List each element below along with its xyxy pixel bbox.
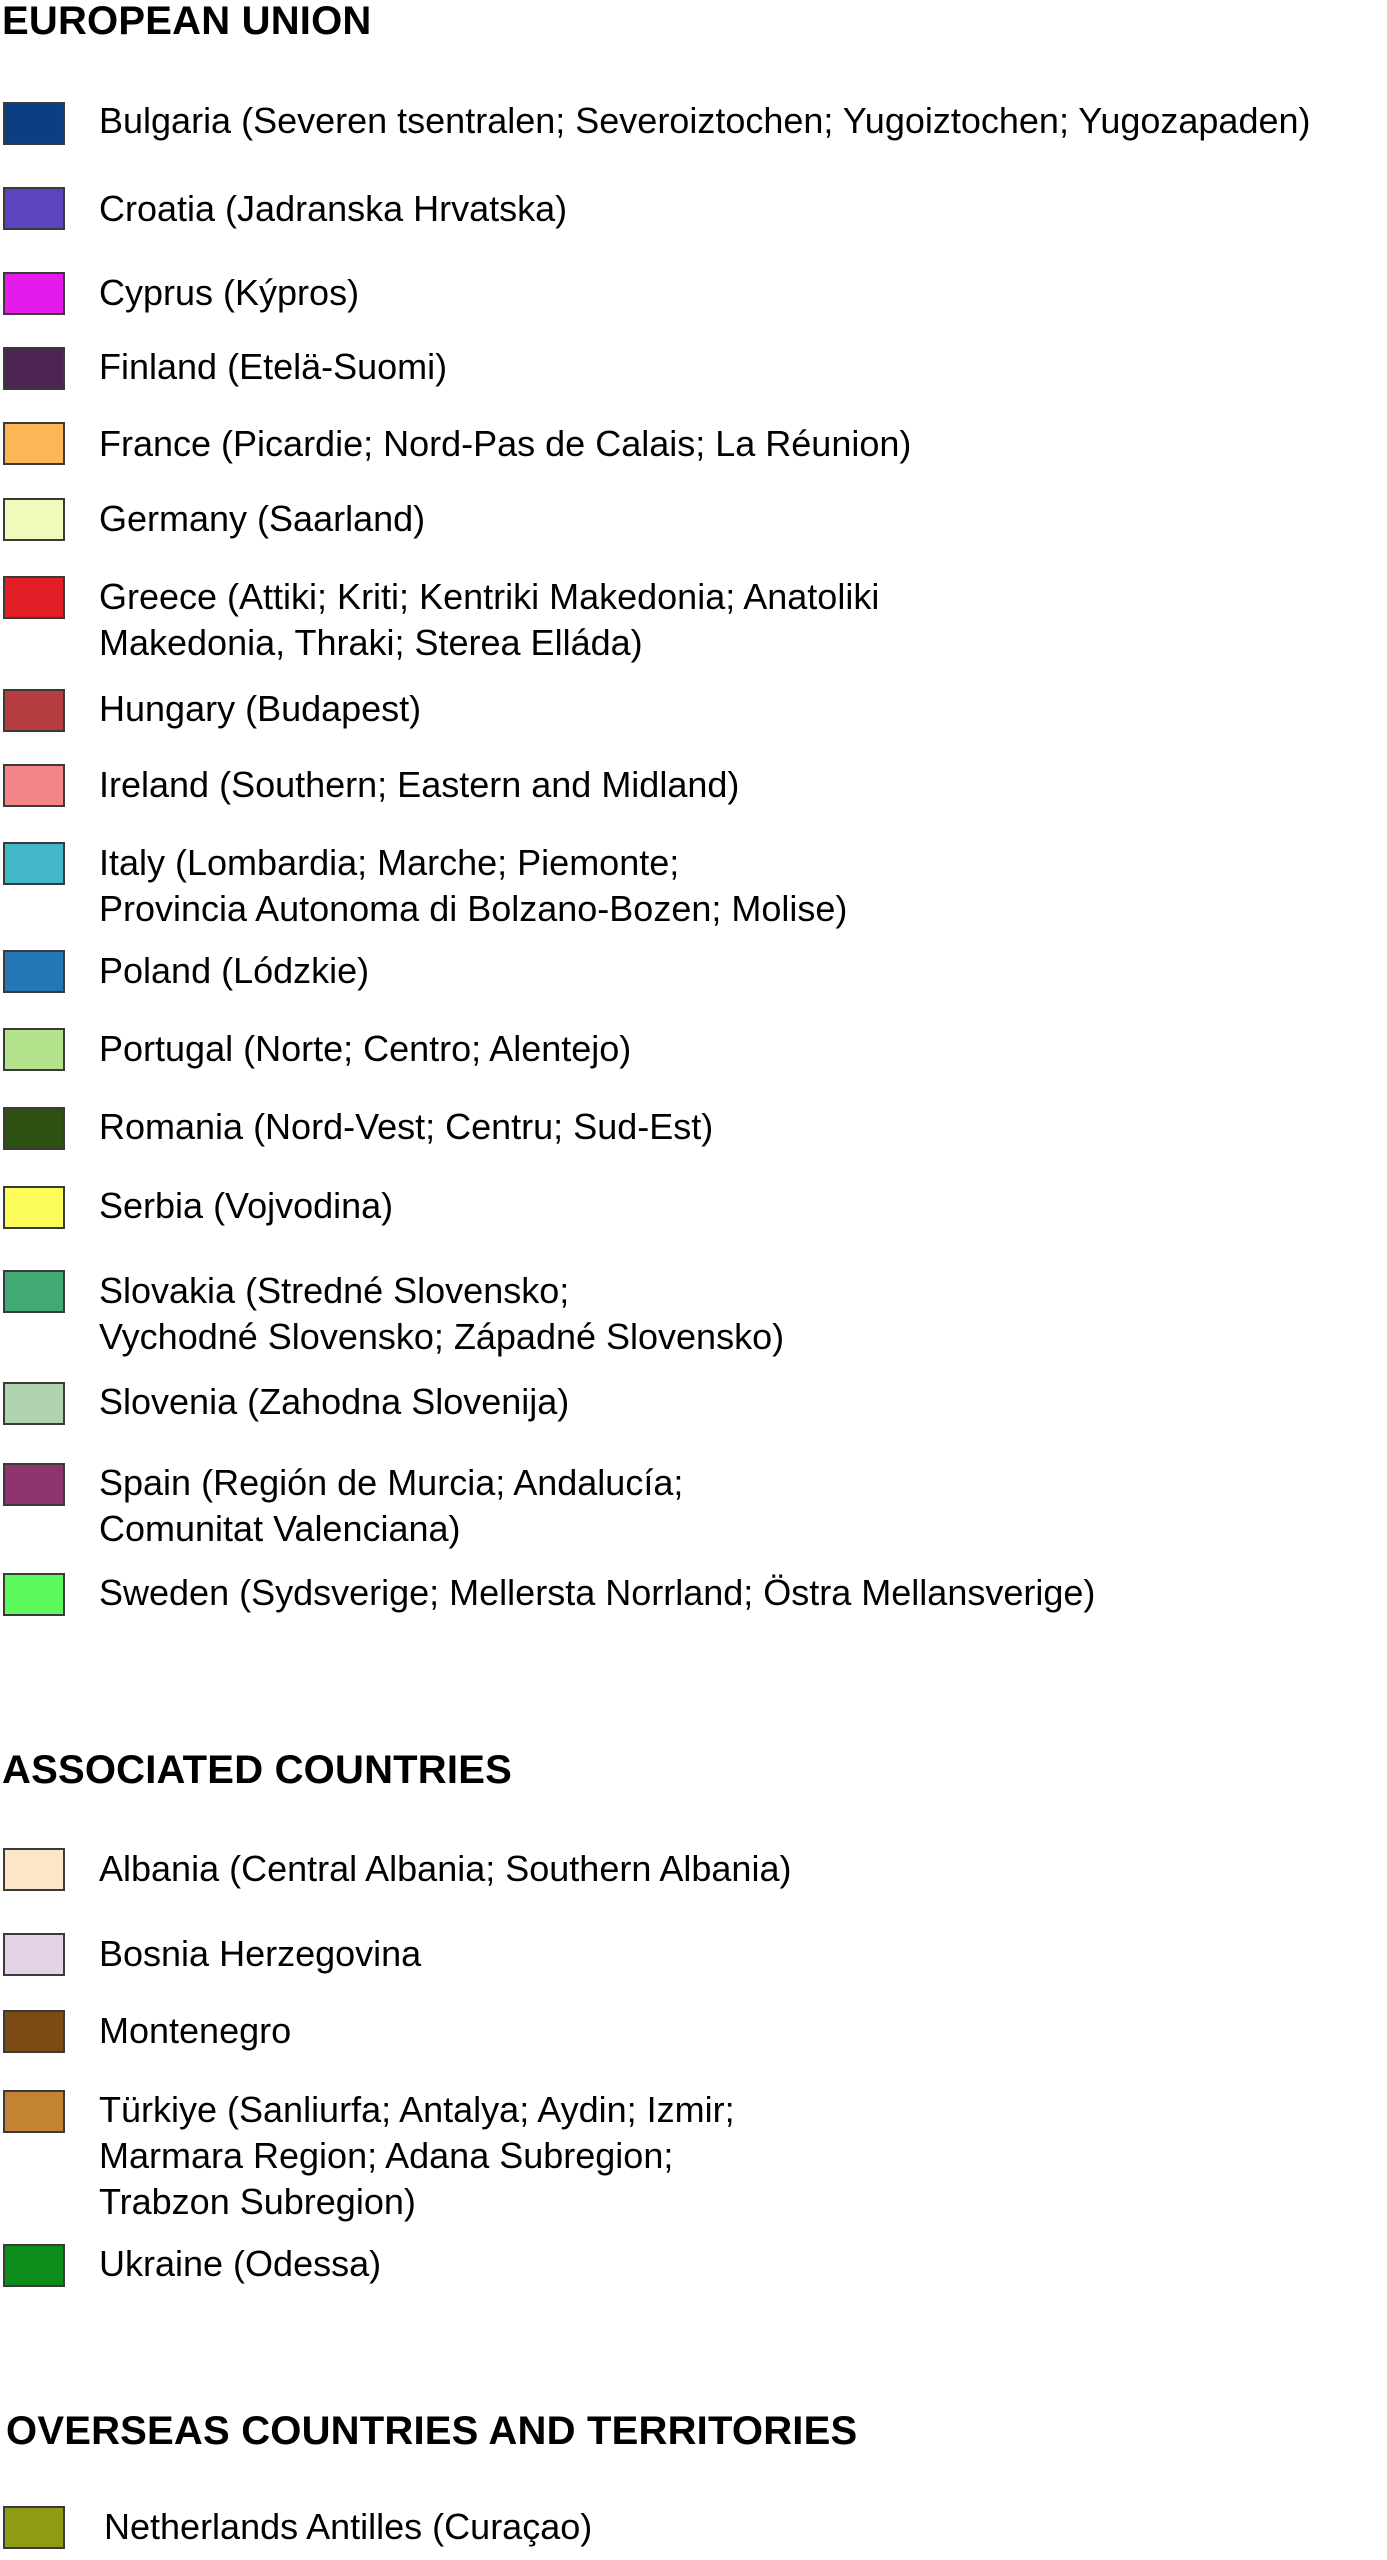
legend-label-bulgaria: Bulgaria (Severen tsentralen; Severoiztochen; Yugoiztochen; Yugozapaden): [99, 100, 1311, 141]
swatch-bulgaria: [3, 102, 65, 145]
section-title-associated-countries: ASSOCIATED COUNTRIES: [2, 1748, 512, 1792]
swatch-ukraine: [3, 2244, 65, 2287]
swatch-albania: [3, 1848, 65, 1891]
legend-label-turkiye: Türkiye (Sanliurfa; Antalya; Aydin; Izmir; Marmara Region; Adana Subregion; Trabzon Subregion): [99, 2089, 735, 2222]
legend-label-romania: Romania (Nord-Vest; Centru; Sud-Est): [99, 1106, 714, 1147]
swatch-poland: [3, 950, 65, 993]
swatch-germany: [3, 498, 65, 541]
legend-label-croatia: Croatia (Jadranska Hrvatska): [99, 188, 568, 229]
legend-label-portugal: Portugal (Norte; Centro; Alentejo): [99, 1028, 632, 1069]
legend-label-slovakia: Slovakia (Stredné Slovensko; Vychodné Slovensko; Západné Slovensko): [99, 1270, 785, 1357]
swatch-spain: [3, 1463, 65, 1506]
legend-label-poland: Poland (Lódzkie): [99, 950, 370, 991]
swatch-netherlands-antilles: [3, 2506, 65, 2549]
legend-label-germany: Germany (Saarland): [99, 498, 426, 539]
legend-label-sweden: Sweden (Sydsverige; Mellersta Norrland; Östra Mellansverige): [99, 1572, 1096, 1613]
section-title-european-union: EUROPEAN UNION: [2, 0, 372, 43]
swatch-montenegro: [3, 2010, 65, 2053]
swatch-ireland: [3, 764, 65, 807]
legend-label-albania: Albania (Central Albania; Southern Albania): [99, 1848, 792, 1889]
legend-label-montenegro: Montenegro: [99, 2010, 292, 2051]
legend-label-ireland: Ireland (Southern; Eastern and Midland): [99, 764, 740, 805]
legend-label-greece: Greece (Attiki; Kriti; Kentriki Makedonia; Anatoliki Makedonia, Thraki; Sterea Elláda): [99, 576, 880, 663]
legend-label-cyprus: Cyprus (Kýpros): [99, 272, 360, 313]
swatch-portugal: [3, 1028, 65, 1071]
swatch-sweden: [3, 1573, 65, 1616]
swatch-cyprus: [3, 272, 65, 315]
swatch-bosnia-herzegovina: [3, 1933, 65, 1976]
legend-label-hungary: Hungary (Budapest): [99, 688, 422, 729]
swatch-finland: [3, 347, 65, 390]
legend-label-serbia: Serbia (Vojvodina): [99, 1185, 394, 1226]
swatch-serbia: [3, 1186, 65, 1229]
legend-label-finland: Finland (Etelä-Suomi): [99, 346, 448, 387]
swatch-croatia: [3, 187, 65, 230]
swatch-slovenia: [3, 1382, 65, 1425]
legend-label-france: France (Picardie; Nord-Pas de Calais; La Réunion): [99, 423, 912, 464]
legend-label-netherlands-antilles: Netherlands Antilles (Curaçao): [104, 2506, 593, 2547]
legend-label-ukraine: Ukraine (Odessa): [99, 2243, 382, 2284]
legend-label-slovenia: Slovenia (Zahodna Slovenija): [99, 1381, 570, 1422]
section-title-overseas-countries-and-territories: OVERSEAS COUNTRIES AND TERRITORIES: [6, 2409, 858, 2453]
legend-label-italy: Italy (Lombardia; Marche; Piemonte; Provincia Autonoma di Bolzano-Bozen; Molise): [99, 842, 848, 929]
swatch-slovakia: [3, 1270, 65, 1313]
legend-label-spain: Spain (Región de Murcia; Andalucía; Comunitat Valenciana): [99, 1462, 684, 1549]
legend-label-bosnia-herzegovina: Bosnia Herzegovina: [99, 1933, 422, 1974]
swatch-hungary: [3, 689, 65, 732]
swatch-france: [3, 422, 65, 465]
swatch-turkiye: [3, 2090, 65, 2133]
swatch-italy: [3, 842, 65, 885]
swatch-romania: [3, 1107, 65, 1150]
swatch-greece: [3, 576, 65, 619]
